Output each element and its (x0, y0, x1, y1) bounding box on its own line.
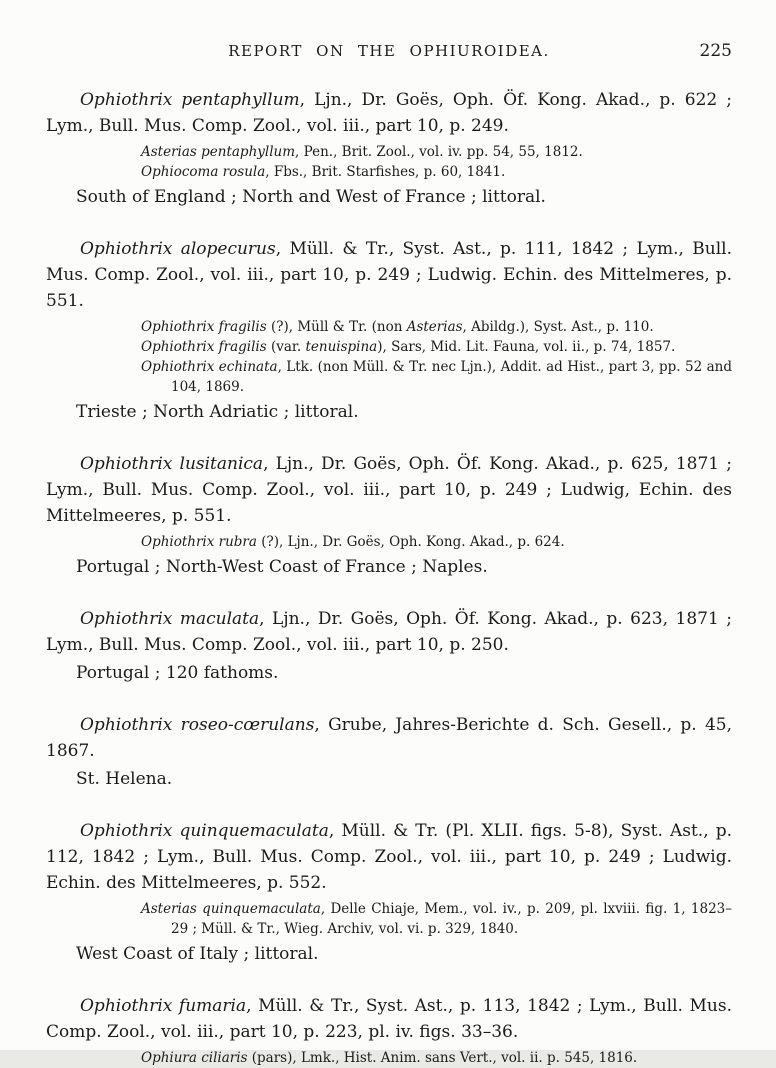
synonyms-block (141, 142, 732, 182)
citation-text: , Abildg.), Syst. Ast., p. 110. (462, 319, 654, 335)
species-citation (46, 712, 732, 764)
taxon-name: Ophiothrix fragilis (141, 339, 267, 355)
species-citation (46, 993, 732, 1045)
taxon-name: Asterias pentaphyllum (141, 144, 296, 160)
synonym-line (141, 317, 732, 337)
taxon-name: Ophiura ciliaris (141, 1050, 248, 1066)
species-entry (46, 712, 732, 792)
taxon-name: Ophiothrix lusitanica (80, 454, 264, 474)
synonym-line (141, 899, 732, 939)
synonyms-block (141, 532, 732, 552)
citation-text: , Müll. & Tr., Syst. Ast., p. 113, 1842 ; Lym., Bull. Mus. Comp. Zool., vol. iii., part 10, p. 223, pl. iv. figs. 33–36. (46, 996, 732, 1042)
citation-text: ), Sars, Mid. Lit. Fauna, vol. ii., p. 74, 1857. (377, 339, 676, 355)
citation-text: , Ljn., Dr. Goës, Oph. Öf. Kong. Akad., p. 623, 1871 ; Lym., Bull. Mus. Comp. Zool., vol. iii., part 10, p. 250. (46, 609, 733, 655)
citation-text: , Fbs., Brit. Starfishes, p. 60, 1841. (265, 164, 506, 180)
taxon-name: Asterias (406, 319, 463, 335)
taxon-name: Ophiothrix fumaria (80, 996, 247, 1016)
synonym-line (141, 1048, 732, 1068)
species-entry (46, 818, 732, 967)
citation-text: , Pen., Brit. Zool., vol. iv. pp. 54, 55, 1812. (295, 144, 583, 160)
synonyms-block (141, 1048, 732, 1068)
species-citation (46, 818, 732, 896)
taxon-name: Ophiothrix roseo-cœrulans (80, 715, 315, 735)
citation-text: , Delle Chiaje, Mem., vol. iv., p. 209, pl. lxviii. fig. 1, 1823–29 ; Müll. & Tr., Wieg. Archiv, vol. vi. p. 329, 1840. (171, 901, 732, 937)
taxon-name: Ophiothrix pentaphyllum (80, 90, 300, 110)
species-entry (46, 236, 732, 425)
taxon-name: Ophiothrix alopecurus (80, 239, 276, 259)
report-title: REPORT ON THE OPHIUROIDEA. (228, 42, 550, 60)
taxon-name: Ophiothrix quinquemaculata (80, 821, 329, 841)
locality-line: Trieste ; North Adriatic ; littoral. (76, 402, 359, 422)
locality-line: Portugal ; 120 fathoms. (76, 663, 279, 683)
taxon-name: Ophiothrix maculata (80, 609, 260, 629)
synonyms-block (141, 899, 732, 939)
citation-text: , Ljn., Dr. Goës, Oph. Öf. Kong. Akad., p. 625, 1871 ; Lym., Bull. Mus. Comp. Zool., vol. iii., part 10, p. 249 ; Ludwig, Echin. des Mittelmeeres, p. 551. (46, 454, 732, 526)
species-entry (46, 451, 732, 580)
citation-text: (pars), Lmk., Hist. Anim. sans Vert., vol. ii. p. 545, 1816. (247, 1050, 638, 1066)
species-citation (46, 606, 732, 658)
species-entry (46, 87, 732, 210)
page-number: 225 (699, 41, 732, 61)
taxon-name: Ophiothrix rubra (141, 534, 257, 550)
citation-text: , Ljn., Dr. Goës, Oph. Öf. Kong. Akad., p. 622 ; Lym., Bull. Mus. Comp. Zool., vol. iii., part 10, p. 249. (46, 90, 732, 136)
locality-line: Portugal ; North-West Coast of France ; Naples. (76, 557, 488, 577)
species-citation (46, 451, 732, 529)
synonym-line (141, 532, 732, 552)
page-header (46, 42, 732, 60)
synonym-line (141, 162, 732, 182)
species-citation (46, 87, 732, 139)
synonym-line (141, 357, 732, 397)
species-entry (46, 993, 732, 1068)
synonym-line (141, 142, 732, 162)
taxon-name: tenuispina (305, 339, 378, 355)
citation-text: , Müll. & Tr. (Pl. XLII. figs. 5-8), Syst. Ast., p. 112, 1842 ; Lym., Bull. Mus. Comp. Zool., vol. iii., part 10, p. 249 ; Ludwig. Echin. des Mittelmeeres, p. 552. (46, 821, 732, 893)
citation-text: , Ltk. (non Müll. & Tr. nec Ljn.), Addit. ad Hist., part 3, pp. 52 and 104, 1869. (171, 359, 732, 395)
species-citation (46, 236, 732, 314)
taxon-name: Ophiocoma rosula (141, 164, 266, 180)
locality-line: South of England ; North and West of France ; littoral. (76, 187, 546, 207)
citation-text: (var. (266, 339, 306, 355)
synonym-line (141, 337, 732, 357)
citation-text: (?), Ljn., Dr. Goës, Oph. Kong. Akad., p. 624. (256, 534, 565, 550)
species-entry (46, 606, 732, 686)
citation-text: (?), Müll & Tr. (non (266, 319, 407, 335)
synonyms-block (141, 317, 732, 397)
taxon-name: Ophiothrix fragilis (141, 319, 267, 335)
taxon-name: Asterias quinquemaculata (141, 901, 321, 917)
locality-line: St. Helena. (76, 769, 173, 789)
citation-text: , Müll. & Tr., Syst. Ast., p. 111, 1842 ; Lym., Bull. Mus. Comp. Zool., vol. iii., part 10, p. 249 ; Ludwig. Echin. des Mittelmeres, p. 551. (46, 239, 732, 311)
taxon-name: Ophiothrix echinata (141, 359, 278, 375)
citation-text: , Grube, Jahres-Berichte d. Sch. Gesell., p. 45, 1867. (46, 715, 732, 761)
locality-line: West Coast of Italy ; littoral. (76, 944, 319, 964)
